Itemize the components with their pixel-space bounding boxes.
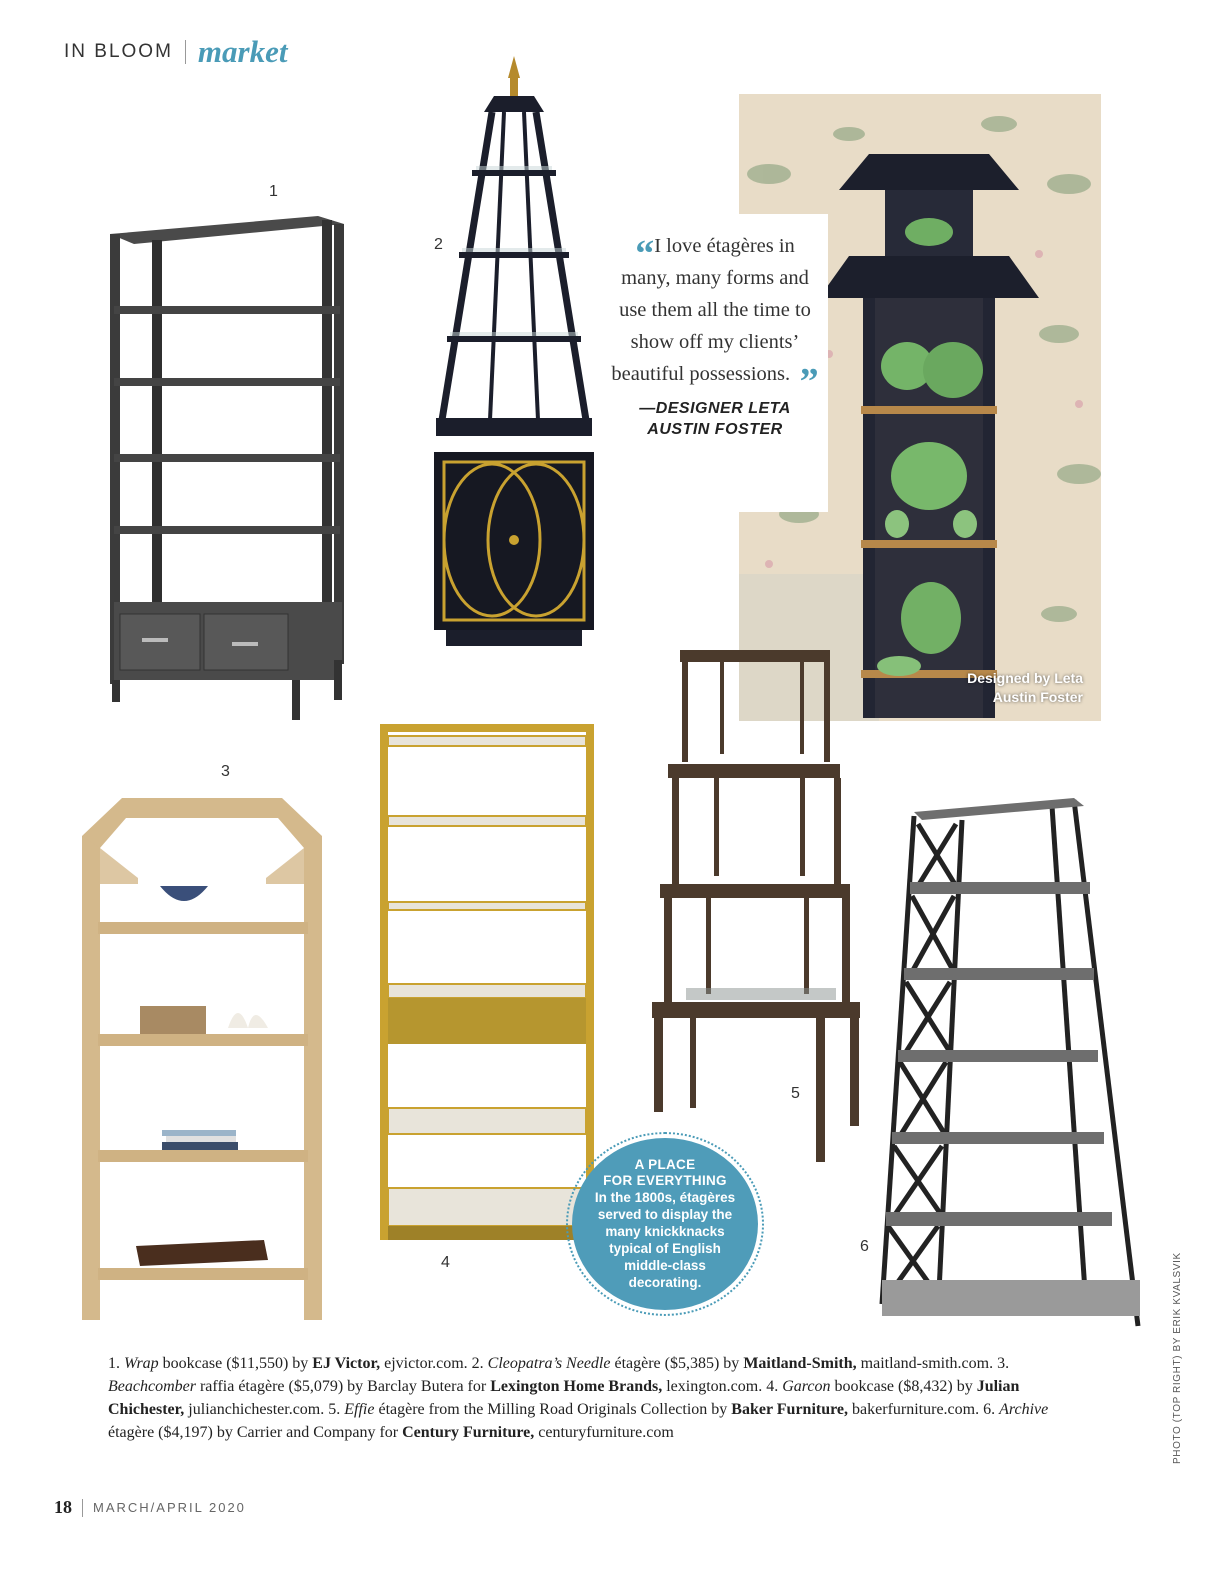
raffia-etagere-image — [78, 788, 326, 1322]
badge-body: In the 1800s, étagères served to display the many knickknacks typical of English middle-class decorating. — [594, 1190, 736, 1290]
credit-2-number: 2. — [471, 1355, 484, 1372]
iron-etagere-image — [878, 796, 1142, 1336]
badge-title-line-2: FOR EVERYTHING — [603, 1173, 727, 1188]
credit-5-number: 5. — [328, 1401, 341, 1418]
header-divider — [185, 40, 186, 64]
credit-2-name: Cleopatra’s Needle — [487, 1355, 611, 1372]
pull-quote — [600, 214, 828, 512]
product-image-wrap-obelisk — [432, 56, 596, 648]
attribution-line-2: AUSTIN FOSTER — [647, 421, 783, 438]
credit-2-desc: étagère ($5,385) by — [614, 1355, 740, 1372]
credit-3-name: Beachcomber — [108, 1378, 196, 1395]
product-number-5: 5 — [791, 1085, 800, 1102]
product-number-6: 6 — [860, 1238, 869, 1255]
credit-1-number: 1. — [108, 1355, 120, 1372]
close-quote-icon: ” — [790, 361, 819, 403]
section-name: IN BLOOM — [64, 41, 173, 62]
product-image-wrap-bronze — [650, 648, 862, 1168]
gold-bookcase-image — [378, 722, 598, 1246]
product-image-wrap-raffia — [78, 788, 326, 1322]
product-image-wrap-iron — [878, 796, 1142, 1336]
product-number-2: 2 — [434, 236, 443, 253]
credit-6-brand: Century Furniture, — [402, 1424, 535, 1441]
page-number: 18 — [54, 1497, 72, 1517]
subsection-name: market — [197, 34, 288, 69]
photo-credit: PHOTO (TOP RIGHT) BY ERIK KVALSVIK — [1172, 1252, 1183, 1464]
credit-6-name: Archive — [999, 1401, 1049, 1418]
credit-4-brand: Julian Chichester, — [108, 1378, 1020, 1418]
credit-3-brand: Lexington Home Brands, — [490, 1378, 663, 1395]
credit-1 — [108, 1355, 468, 1372]
open-quote-icon: “ — [635, 233, 655, 275]
credit-6-number: 6. — [983, 1401, 996, 1418]
product-credits — [108, 1352, 1058, 1444]
product-number-4: 4 — [441, 1254, 450, 1271]
credit-4-url: julianchichester.com. — [188, 1401, 325, 1418]
credit-3-number: 3. — [997, 1355, 1010, 1372]
credit-5-name: Effie — [344, 1401, 375, 1418]
pull-quote-attribution — [610, 398, 820, 440]
product-number-1: 1 — [269, 183, 278, 200]
credit-5-url: bakerfurniture.com. — [852, 1401, 980, 1418]
bronze-etagere-image — [650, 648, 862, 1168]
section-header — [64, 34, 287, 70]
credit-5 — [328, 1401, 979, 1418]
credit-5-desc: étagère from the Milling Road Originals Collection by — [378, 1401, 728, 1418]
photo-caption — [967, 669, 1083, 707]
obelisk-etagere-image — [432, 56, 596, 648]
credit-2-brand: Maitland-Smith, — [743, 1355, 857, 1372]
credit-6-url: centuryfurniture.com — [538, 1424, 674, 1441]
pull-quote-body — [610, 230, 820, 403]
credit-2-url: maitland-smith.com. — [860, 1355, 994, 1372]
attribution-line-1: —DESIGNER LETA — [639, 400, 791, 417]
product-image-wrap-gold — [378, 722, 598, 1246]
credit-1-name: Wrap — [124, 1355, 159, 1372]
credit-1-desc: bookcase ($11,550) by — [162, 1355, 309, 1372]
pull-quote-text: I love étagères in many, many forms and use them all the time to show off my clients’ beautiful possessions. — [611, 235, 811, 385]
product-image-wrap-bookcase — [106, 210, 346, 722]
photo-caption-line-2: Austin Foster — [992, 689, 1083, 705]
credit-4-name: Garcon — [782, 1378, 831, 1395]
credit-5-brand: Baker Furniture, — [731, 1401, 849, 1418]
photo-caption-line-1: Designed by Leta — [967, 670, 1083, 686]
issue-date: MARCH/APRIL 2020 — [93, 1500, 246, 1515]
credit-4-desc: bookcase ($8,432) by — [834, 1378, 973, 1395]
credit-3-url: lexington.com. — [666, 1378, 763, 1395]
badge-title-line-1: A PLACE — [634, 1157, 696, 1172]
credit-3-desc: raffia étagère ($5,079) by Barclay Butera for — [199, 1378, 487, 1395]
credit-1-brand: EJ Victor, — [312, 1355, 381, 1372]
credit-4-number: 4. — [766, 1378, 779, 1395]
credit-1-url: ejvictor.com. — [384, 1355, 468, 1372]
footer-divider — [82, 1499, 83, 1517]
page-footer — [54, 1497, 246, 1518]
product-number-3: 3 — [221, 763, 230, 780]
credit-2 — [472, 1355, 993, 1372]
bookcase-dark-image — [106, 210, 346, 722]
credit-6-desc: étagère ($4,197) by Carrier and Company for — [108, 1424, 399, 1441]
